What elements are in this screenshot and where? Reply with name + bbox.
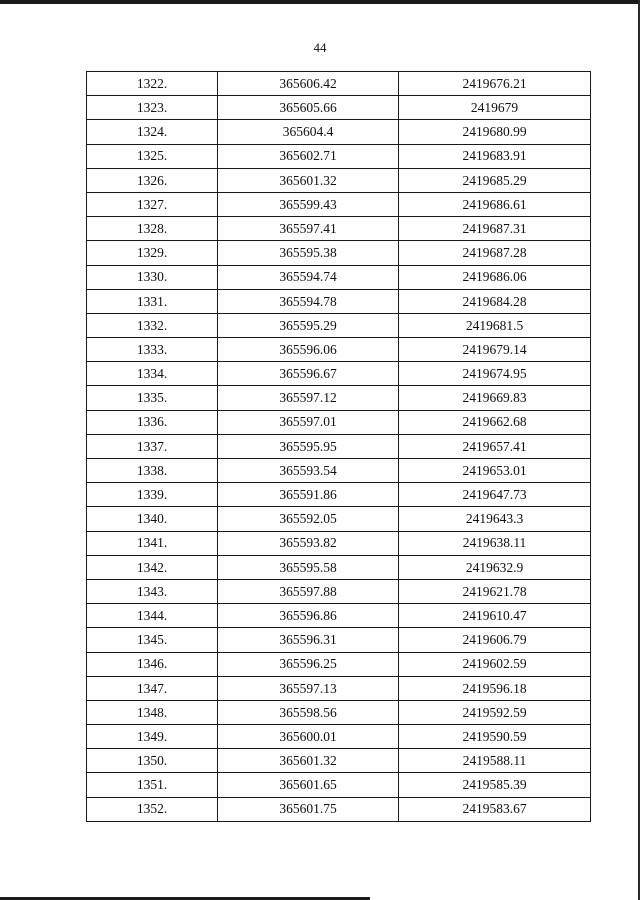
x-coordinate-cell: 365591.86 — [218, 483, 399, 507]
table-row — [87, 289, 591, 313]
table-row — [87, 192, 591, 216]
y-coordinate-cell: 2419662.68 — [399, 410, 591, 434]
x-coordinate-cell: 365596.06 — [218, 338, 399, 362]
table-row — [87, 700, 591, 724]
page-number: 44 — [313, 40, 327, 55]
point-number-cell: 1339. — [87, 483, 218, 507]
table-row — [87, 338, 591, 362]
y-coordinate-cell: 2419686.61 — [399, 192, 591, 216]
table-row — [87, 217, 591, 241]
y-coordinate-cell: 2419684.28 — [399, 289, 591, 313]
y-coordinate-cell: 2419686.06 — [399, 265, 591, 289]
y-coordinate-cell: 2419602.59 — [399, 652, 591, 676]
y-coordinate-cell: 2419683.91 — [399, 144, 591, 168]
table-row — [87, 579, 591, 603]
point-number-cell: 1325. — [87, 144, 218, 168]
x-coordinate-cell: 365596.31 — [218, 628, 399, 652]
point-number-cell: 1329. — [87, 241, 218, 265]
y-coordinate-cell: 2419610.47 — [399, 604, 591, 628]
coordinates-table — [86, 71, 591, 822]
point-number-cell: 1328. — [87, 217, 218, 241]
table-row — [87, 749, 591, 773]
y-coordinate-cell: 2419687.28 — [399, 241, 591, 265]
point-number-cell: 1350. — [87, 749, 218, 773]
table-row — [87, 386, 591, 410]
point-number-cell: 1351. — [87, 773, 218, 797]
scan-edge-top — [0, 0, 640, 4]
y-coordinate-cell: 2419621.78 — [399, 579, 591, 603]
table-row — [87, 459, 591, 483]
point-number-cell: 1336. — [87, 410, 218, 434]
y-coordinate-cell: 2419588.11 — [399, 749, 591, 773]
y-coordinate-cell: 2419681.5 — [399, 313, 591, 337]
point-number-cell: 1344. — [87, 604, 218, 628]
point-number-cell: 1343. — [87, 579, 218, 603]
x-coordinate-cell: 365597.13 — [218, 676, 399, 700]
table-row — [87, 725, 591, 749]
y-coordinate-cell: 2419606.79 — [399, 628, 591, 652]
x-coordinate-cell: 365601.32 — [218, 168, 399, 192]
table-row — [87, 797, 591, 821]
point-number-cell: 1335. — [87, 386, 218, 410]
point-number-cell: 1342. — [87, 555, 218, 579]
point-number-cell: 1332. — [87, 313, 218, 337]
y-coordinate-cell: 2419592.59 — [399, 700, 591, 724]
x-coordinate-cell: 365596.25 — [218, 652, 399, 676]
y-coordinate-cell: 2419680.99 — [399, 120, 591, 144]
x-coordinate-cell: 365599.43 — [218, 192, 399, 216]
y-coordinate-cell: 2419643.3 — [399, 507, 591, 531]
y-coordinate-cell: 2419674.95 — [399, 362, 591, 386]
point-number-cell: 1348. — [87, 700, 218, 724]
table-row — [87, 96, 591, 120]
x-coordinate-cell: 365595.29 — [218, 313, 399, 337]
x-coordinate-cell: 365596.86 — [218, 604, 399, 628]
x-coordinate-cell: 365595.38 — [218, 241, 399, 265]
coordinates-table-body — [87, 72, 591, 822]
x-coordinate-cell: 365601.32 — [218, 749, 399, 773]
x-coordinate-cell: 365606.42 — [218, 72, 399, 96]
point-number-cell: 1347. — [87, 676, 218, 700]
x-coordinate-cell: 365601.75 — [218, 797, 399, 821]
table-row — [87, 628, 591, 652]
table-row — [87, 773, 591, 797]
point-number-cell: 1333. — [87, 338, 218, 362]
y-coordinate-cell: 2419596.18 — [399, 676, 591, 700]
table-row — [87, 72, 591, 96]
table-row — [87, 265, 591, 289]
table-row — [87, 531, 591, 555]
table-row — [87, 168, 591, 192]
x-coordinate-cell: 365600.01 — [218, 725, 399, 749]
x-coordinate-cell: 365601.65 — [218, 773, 399, 797]
x-coordinate-cell: 365597.41 — [218, 217, 399, 241]
x-coordinate-cell: 365597.12 — [218, 386, 399, 410]
table-row — [87, 144, 591, 168]
y-coordinate-cell: 2419687.31 — [399, 217, 591, 241]
x-coordinate-cell: 365594.78 — [218, 289, 399, 313]
y-coordinate-cell: 2419585.39 — [399, 773, 591, 797]
table-row — [87, 652, 591, 676]
y-coordinate-cell: 2419685.29 — [399, 168, 591, 192]
table-row — [87, 120, 591, 144]
y-coordinate-cell: 2419679 — [399, 96, 591, 120]
point-number-cell: 1326. — [87, 168, 218, 192]
y-coordinate-cell: 2419590.59 — [399, 725, 591, 749]
x-coordinate-cell: 365595.58 — [218, 555, 399, 579]
point-number-cell: 1346. — [87, 652, 218, 676]
x-coordinate-cell: 365592.05 — [218, 507, 399, 531]
table-row — [87, 313, 591, 337]
y-coordinate-cell: 2419632.9 — [399, 555, 591, 579]
point-number-cell: 1349. — [87, 725, 218, 749]
y-coordinate-cell: 2419638.11 — [399, 531, 591, 555]
x-coordinate-cell: 365604.4 — [218, 120, 399, 144]
point-number-cell: 1340. — [87, 507, 218, 531]
point-number-cell: 1338. — [87, 459, 218, 483]
point-number-cell: 1341. — [87, 531, 218, 555]
point-number-cell: 1331. — [87, 289, 218, 313]
x-coordinate-cell: 365593.54 — [218, 459, 399, 483]
x-coordinate-cell: 365605.66 — [218, 96, 399, 120]
point-number-cell: 1345. — [87, 628, 218, 652]
table-row — [87, 483, 591, 507]
y-coordinate-cell: 2419669.83 — [399, 386, 591, 410]
point-number-cell: 1334. — [87, 362, 218, 386]
table-row — [87, 241, 591, 265]
point-number-cell: 1330. — [87, 265, 218, 289]
x-coordinate-cell: 365596.67 — [218, 362, 399, 386]
y-coordinate-cell: 2419647.73 — [399, 483, 591, 507]
x-coordinate-cell: 365598.56 — [218, 700, 399, 724]
x-coordinate-cell: 365595.95 — [218, 434, 399, 458]
table-row — [87, 555, 591, 579]
table-row — [87, 410, 591, 434]
table-row — [87, 362, 591, 386]
x-coordinate-cell: 365597.01 — [218, 410, 399, 434]
table-row — [87, 434, 591, 458]
point-number-cell: 1323. — [87, 96, 218, 120]
point-number-cell: 1352. — [87, 797, 218, 821]
x-coordinate-cell: 365594.74 — [218, 265, 399, 289]
y-coordinate-cell: 2419679.14 — [399, 338, 591, 362]
table-row — [87, 507, 591, 531]
table-row — [87, 604, 591, 628]
x-coordinate-cell: 365602.71 — [218, 144, 399, 168]
point-number-cell: 1324. — [87, 120, 218, 144]
y-coordinate-cell: 2419583.67 — [399, 797, 591, 821]
table-row — [87, 676, 591, 700]
point-number-cell: 1327. — [87, 192, 218, 216]
x-coordinate-cell: 365593.82 — [218, 531, 399, 555]
y-coordinate-cell: 2419653.01 — [399, 459, 591, 483]
y-coordinate-cell: 2419657.41 — [399, 434, 591, 458]
point-number-cell: 1322. — [87, 72, 218, 96]
x-coordinate-cell: 365597.88 — [218, 579, 399, 603]
y-coordinate-cell: 2419676.21 — [399, 72, 591, 96]
point-number-cell: 1337. — [87, 434, 218, 458]
